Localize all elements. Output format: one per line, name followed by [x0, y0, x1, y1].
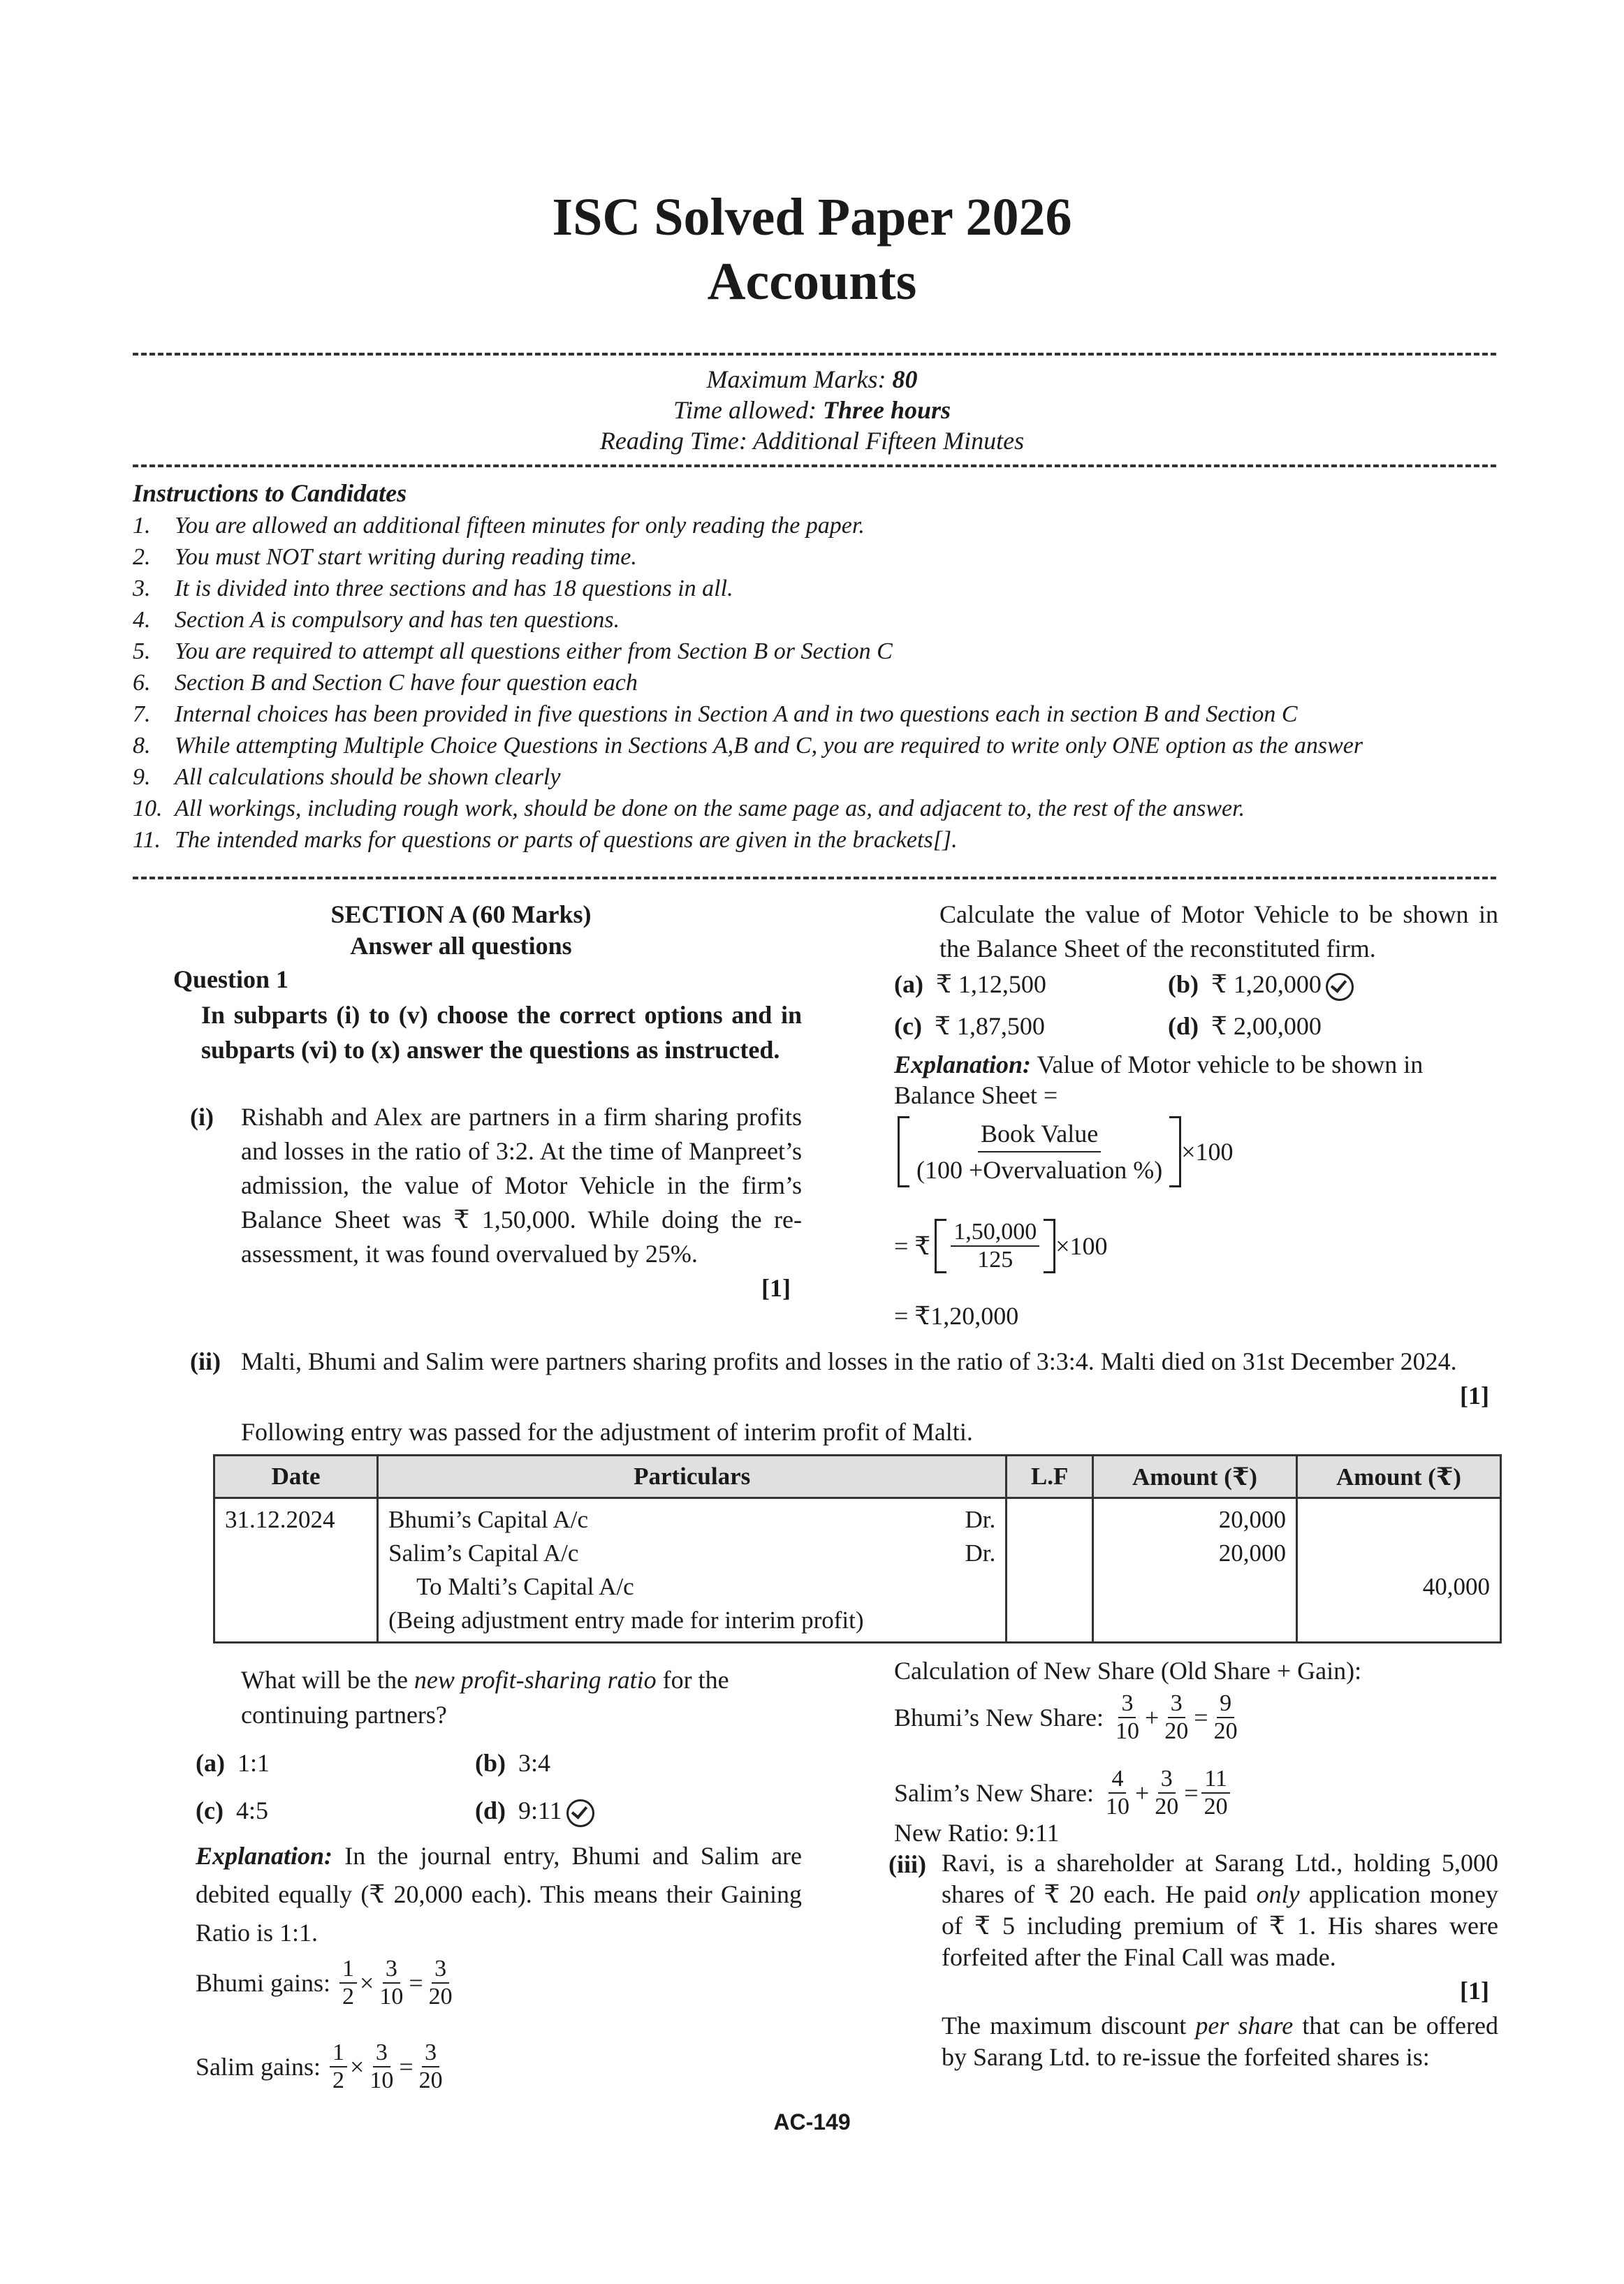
- check-icon: [1326, 973, 1354, 1001]
- list-item: 1. You are allowed an additional fifteen minutes for only reading the paper.: [133, 513, 865, 539]
- explanation: Explanation: In the journal entry, Bhumi and Salim are debited equally (₹ 20,000 each). This means their Gaining Ratio is 1:1.: [196, 1842, 803, 1947]
- bhumi-gains: Bhumi gains: $\frac{1}{2}$ × $\frac{3}{10}$ = $\frac{3}{20}$: [196, 1956, 453, 2010]
- lf-cell: [1007, 1498, 1093, 1643]
- list-item: 11. The intended marks for questions or parts of questions are given in the brackets[].: [133, 827, 958, 853]
- divider: [133, 464, 1496, 467]
- list-item: 10. All workings, including rough work, should be done on the same page as, and adjacent to, the rest of the answer.: [133, 796, 1245, 821]
- option-c: (c) ₹ 1,87,500: [894, 1012, 1045, 1040]
- instructions-heading: Instructions to Candidates: [133, 479, 407, 507]
- particulars-cell: Bhumi’s Capital A/c Dr. Salim’s Capital A/c Dr. To Malti’s Capital A/c (Being adjustment entry made for interim profit): [378, 1498, 1007, 1643]
- explanation: Explanation: Value of Motor vehicle to be shown in Balance Sheet =: [894, 1051, 1424, 1109]
- column-header: Date: [214, 1456, 378, 1498]
- fraction: $\frac{1,50,000}{125}$: [951, 1219, 1039, 1273]
- debit-amount-cell: 20,000 20,000: [1093, 1498, 1297, 1643]
- list-item: 9. All calculations should be shown clearly: [133, 764, 561, 790]
- bracket: [935, 1219, 1055, 1273]
- date-cell: 31.12.2024: [214, 1498, 378, 1643]
- question-text: What will be the new profit-sharing ratio for the continuing partners?: [241, 1666, 729, 1729]
- table-row: [214, 1498, 1501, 1643]
- option-d: (d) 9:11: [475, 1794, 594, 1827]
- list-item: 4. Section A is compulsory and has ten questions.: [133, 607, 620, 633]
- list-item: 3. It is divided into three sections and has 18 questions in all.: [133, 576, 733, 601]
- divider: [133, 353, 1496, 356]
- marks: [1]: [761, 1274, 791, 1302]
- salim-new-share: Salim’s New Share: $\frac{4}{10}$ + $\frac{3}{20}$ = $\frac{11}{20}$: [894, 1766, 1234, 1820]
- option-a: (a) 1:1: [196, 1749, 270, 1777]
- check-icon: [566, 1799, 594, 1827]
- salim-gains: Salim gains: $\frac{1}{2}$ × $\frac{3}{10}$ = $\frac{3}{20}$: [196, 2040, 443, 2093]
- new-ratio: New Ratio: 9:11: [894, 1819, 1060, 1847]
- subpart-label: (ii): [190, 1347, 221, 1375]
- option-b: (b) ₹ 1,20,000: [1168, 967, 1354, 1001]
- column-header: Amount (₹): [1093, 1456, 1297, 1498]
- option-b: (b) 3:4: [475, 1749, 551, 1777]
- marks: [1]: [1460, 1977, 1489, 2005]
- subject-title: Accounts: [707, 252, 917, 311]
- question-text: The maximum discount per share that can be offered by Sarang Ltd. to re-issue the forfeited shares is:: [942, 2012, 1499, 2071]
- instructions-list: [133, 510, 1502, 856]
- max-marks: Maximum Marks: 80: [706, 365, 918, 393]
- list-item: 8. While attempting Multiple Choice Questions in Sections A,B and C, you are required to write only ONE option as the answer: [133, 733, 1363, 759]
- table-header-row: [214, 1456, 1501, 1498]
- formula: $\frac{\text{Book Value}}{\text{(100 +Overvaluation \%)}}$ ×100: [898, 1116, 1234, 1187]
- fraction: $\frac{\text{Book Value}}{\text{(100 +Overvaluation \%)}}$: [914, 1116, 1165, 1187]
- credit-amount-cell: 40,000: [1296, 1498, 1500, 1643]
- column-header: Amount (₹): [1296, 1456, 1500, 1498]
- question-label: Question 1: [173, 965, 289, 993]
- question-text: Rishabh and Alex are partners in a firm sharing profits and losses in the ratio of 3:2. At the time of Manpreet’s admission, the value of Motor Vehicle in the firm’s Balance Sheet was ₹ 1,50,000. While doing the re-assessment, it was found overvalued by 25%.: [241, 1103, 802, 1268]
- question-text: Ravi, is a shareholder at Sarang Ltd., holding 5,000 shares of ₹ 20 each. He paid only application money of ₹ 5 including premium of ₹ 1. His shares were forfeited after the Final Call was made.: [942, 1849, 1498, 1971]
- option-c: (c) 4:5: [196, 1796, 268, 1824]
- reading-time: Reading Time: Additional Fifteen Minutes: [599, 427, 1025, 455]
- bracket: [898, 1116, 1181, 1187]
- question-text: Calculate the value of Motor Vehicle to be shown in the Balance Sheet of the reconstituted firm.: [939, 900, 1498, 962]
- bhumi-new-share: Bhumi’s New Share: $\frac{3}{10}$ + $\frac{3}{20}$ = $\frac{9}{20}$: [894, 1690, 1238, 1744]
- journal-table: [213, 1454, 1502, 1644]
- column-header: Particulars: [378, 1456, 1007, 1498]
- list-item: 2. You must NOT start writing during reading time.: [133, 544, 637, 570]
- list-item: 5. You are required to attempt all questions either from Section B or Section C: [133, 638, 893, 664]
- question-text: Malti, Bhumi and Salim were partners sharing profits and losses in the ratio of 3:3:4. Malti died on 31st December 2024.: [241, 1347, 1457, 1375]
- subpart-label: (i): [190, 1103, 214, 1131]
- section-subheading: Answer all questions: [350, 932, 572, 960]
- subpart-label: (iii): [888, 1850, 926, 1878]
- result: = ₹1,20,000: [894, 1302, 1019, 1330]
- divider: [133, 877, 1496, 879]
- marks: [1]: [1460, 1382, 1489, 1410]
- list-item: 6. Section B and Section C have four question each: [133, 670, 638, 696]
- page-number: AC-149: [773, 2109, 851, 2135]
- section-heading: SECTION A (60 Marks): [330, 900, 592, 928]
- paper-title: ISC Solved Paper 2026: [552, 188, 1072, 247]
- option-a: (a) ₹ 1,12,500: [894, 970, 1046, 998]
- question-text: Following entry was passed for the adjustment of interim profit of Malti.: [241, 1418, 973, 1446]
- calc-heading: Calculation of New Share (Old Share + Gain):: [894, 1657, 1362, 1685]
- question-intro: In subparts (i) to (v) choose the correct options and in subparts (vi) to (x) answer the questions as instructed.: [201, 1001, 802, 1064]
- list-item: 7. Internal choices has been provided in five questions in Section A and in two questions each in section B and Section C: [133, 701, 1298, 727]
- time-allowed: Time allowed: Three hours: [673, 396, 951, 424]
- option-d: (d) ₹ 2,00,000: [1168, 1012, 1322, 1040]
- formula: = ₹ $\frac{1,50,000}{125}$ ×100: [894, 1219, 1108, 1273]
- column-header: L.F: [1007, 1456, 1093, 1498]
